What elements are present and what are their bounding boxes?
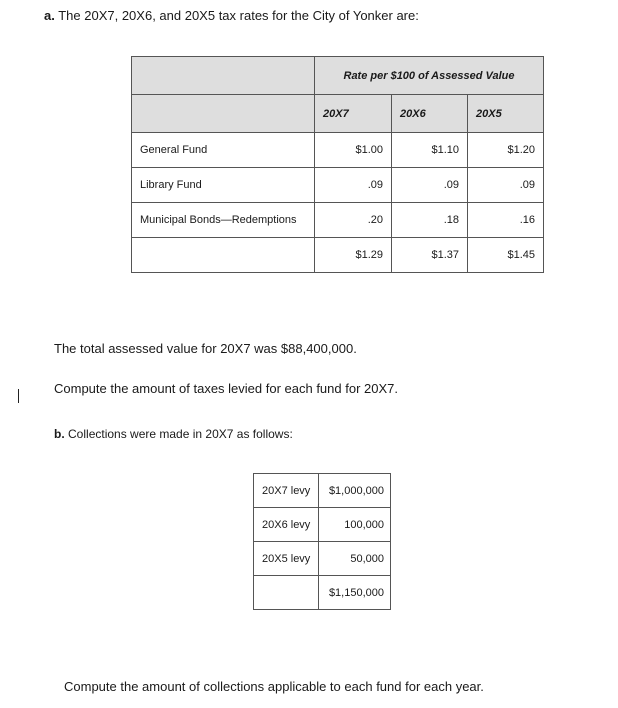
- part-b-intro: Collections were made in 20X7 as follows:: [68, 427, 293, 441]
- compute-collections-text: Compute the amount of collections applicable to each fund for each year.: [64, 679, 484, 694]
- tax-rates-table: [131, 56, 544, 273]
- fund-label: [132, 238, 315, 273]
- rate-value: .09: [392, 168, 468, 203]
- collection-total: $1,150,000: [319, 576, 391, 610]
- rates-group-header: Rate per $100 of Assessed Value: [315, 57, 544, 95]
- levy-label: 20X6 levy: [254, 508, 319, 542]
- total-rate-value: $1.37: [392, 238, 468, 273]
- part-a-heading: [44, 8, 419, 23]
- part-a-label: a.: [44, 8, 55, 23]
- part-b-label: b.: [54, 427, 65, 441]
- table-row: [132, 133, 544, 168]
- table-row: [254, 508, 391, 542]
- year-header-20x5: 20X5: [468, 95, 544, 133]
- table-row: [254, 474, 391, 508]
- rate-value: $1.20: [468, 133, 544, 168]
- rate-value: .09: [468, 168, 544, 203]
- rates-year-blank: [132, 95, 315, 133]
- table-row: [254, 542, 391, 576]
- year-header-20x7: 20X7: [315, 95, 392, 133]
- table-row: [132, 168, 544, 203]
- part-a-intro: The 20X7, 20X6, and 20X5 tax rates for the City of Yonker are:: [58, 8, 419, 23]
- collections-table: [253, 473, 391, 610]
- rates-header-blank: [132, 57, 315, 95]
- total-row: [132, 238, 544, 273]
- rate-value: .16: [468, 203, 544, 238]
- fund-label: Municipal Bonds—Redemptions: [132, 203, 315, 238]
- total-rate-value: $1.29: [315, 238, 392, 273]
- compute-taxes-text: Compute the amount of taxes levied for each fund for 20X7.: [54, 381, 398, 396]
- levy-label: 20X5 levy: [254, 542, 319, 576]
- rate-value: $1.00: [315, 133, 392, 168]
- rate-value: .18: [392, 203, 468, 238]
- levy-label: [254, 576, 319, 610]
- fund-label: Library Fund: [132, 168, 315, 203]
- rate-value: $1.10: [392, 133, 468, 168]
- part-b-heading: [54, 427, 293, 441]
- collection-amount: 50,000: [319, 542, 391, 576]
- total-row: [254, 576, 391, 610]
- collection-amount: $1,000,000: [319, 474, 391, 508]
- year-header-20x6: 20X6: [392, 95, 468, 133]
- collection-amount: 100,000: [319, 508, 391, 542]
- assessed-value-text: The total assessed value for 20X7 was $88,400,000.: [54, 341, 357, 356]
- levy-label: 20X7 levy: [254, 474, 319, 508]
- rate-value: .09: [315, 168, 392, 203]
- table-row: [132, 203, 544, 238]
- rates-header-row: [132, 57, 544, 95]
- text-cursor: [18, 389, 19, 403]
- rate-value: .20: [315, 203, 392, 238]
- total-rate-value: $1.45: [468, 238, 544, 273]
- fund-label: General Fund: [132, 133, 315, 168]
- rates-year-row: [132, 95, 544, 133]
